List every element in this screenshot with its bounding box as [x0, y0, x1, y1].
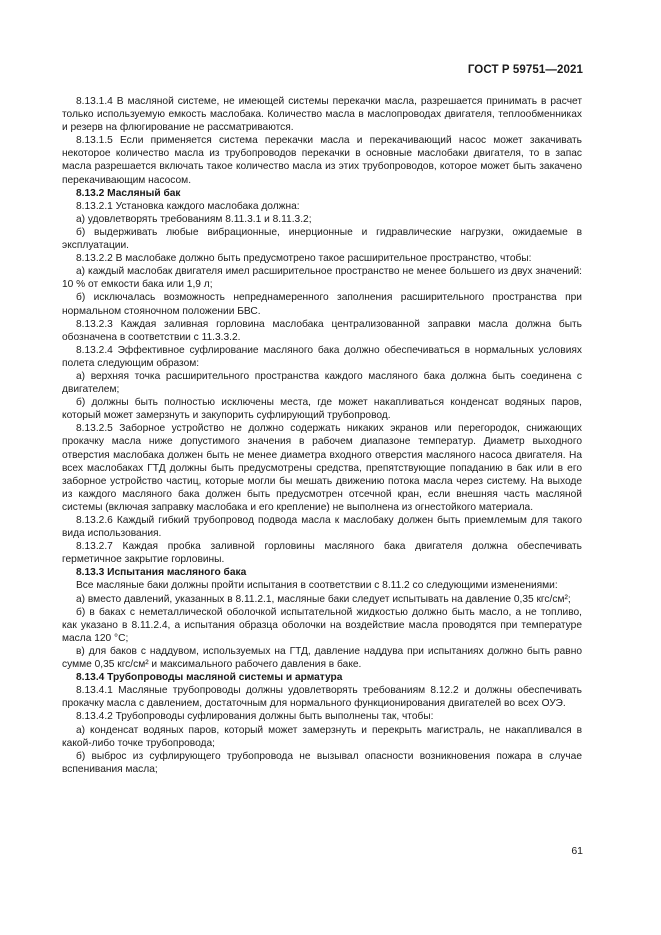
- paragraph: 8.13.2.5 Заборное устройство не должно содержать никаких экранов или перегородок, снижающих прокачку масла ниже допустимого значения в рабочем диапазоне температур. Диаметр выходного отверстия маслобака должен быть не менее диаметра входного отверстия масляного насоса двигателя. На всех маслобаках ГТД должны быть предусмотрены средства, препятствующие попаданию в бак или в его заборное устройство частиц, которые могли бы мешать движению потока масла через систему. На выходе из каждого масляного бака должен быть предусмотрен отсечной кран, если внешняя часть масляной системы (включая заправку маслобака и его крепление) не выполнена из огнестойкого материала.: [62, 423, 582, 513]
- list-item: а) конденсат водяных паров, который может замерзнуть и перекрыть магистраль, не накапливался в какой-либо точке трубопровода;: [62, 724, 582, 749]
- paragraph: 8.13.2.4 Эффективное суфлирование масляного бака должно обеспечиваться в нормальных условиях полета следующим образом:: [62, 344, 582, 369]
- list-item: а) верхняя точка расширительного пространства каждого масляного бака должна быть соединена с двигателем;: [62, 370, 582, 396]
- paragraph: 8.13.4.1 Масляные трубопроводы должны удовлетворять требованиям 8.12.2 и должны обеспечивать прокачку масла с давлением, достаточным для нормального функционирования двигателей во всех ОУЭ.: [62, 685, 582, 710]
- paragraph: 8.13.1.4 В масляной системе, не имеющей системы перекачки масла, разрешается принимать в расчет только используемую емкость маслобака. Количество масла в маслопроводах двигателя, теплообменниках и резерв на флюгирование не рассматриваются.: [62, 96, 582, 134]
- paragraph: Все масляные баки должны пройти испытания в соответствии с 8.11.2 со следующими изменениями:: [76, 580, 558, 592]
- paragraph: 8.13.2.7 Каждая пробка заливной горловины масляного бака двигателя должна обеспечивать герметичное закрытие горловины.: [62, 541, 582, 566]
- section-heading: 8.13.4 Трубопроводы масляной системы и арматура: [76, 672, 343, 684]
- list-item: а) удовлетворять требованиям 8.11.3.1 и 8.11.3.2;: [76, 213, 312, 225]
- list-item: а) вместо давлений, указанных в 8.11.2.1, масляные баки следует испытывать на давление 0,35 кгс/см²;: [76, 593, 571, 605]
- paragraph: 8.13.2.1 Установка каждого маслобака должна:: [76, 200, 300, 212]
- list-item: в) для баков с наддувом, используемых на ГТД, давление наддува при испытаниях должно быть равно сумме 0,35 кгс/см² и максимального рабочего давления в баке.: [62, 645, 582, 671]
- list-item: б) исключалась возможность непреднамеренного заполнения расширительного пространства при нормальном стояночном положении БВС.: [62, 292, 582, 317]
- section-heading: 8.13.2 Масляный бак: [76, 187, 181, 199]
- list-item: б) выдерживать любые вибрационные, инерционные и гидравлические нагрузки, ожидаемые в эксплуатации.: [62, 226, 582, 252]
- list-item: а) каждый маслобак двигателя имел расширительное пространство не менее большего из двух значений: 10 % от емкости бака или 1,9 л;: [62, 266, 582, 291]
- document-standard-number: ГОСТ Р 59751—2021: [467, 64, 583, 76]
- page-number: 61: [571, 845, 583, 857]
- list-item: б) должны быть полностью исключены места, где может накапливаться конденсат водяных паров, который может замерзнуть и закупорить суфлирующий трубопровод.: [62, 397, 582, 422]
- section-heading: 8.13.3 Испытания масляного бака: [76, 567, 247, 579]
- paragraph: 8.13.1.5 Если применяется система перекачки масла и перекачивающий насос может закачивать некоторое количество масла из трубопроводов перекачки в основные маслобаки двигателя, то в запас масла разрешается включать такое количество масла из этих трубопроводов, которое может быть закачено перекачивающим насосом.: [62, 135, 582, 186]
- paragraph: 8.13.4.2 Трубопроводы суфлирования должны быть выполнены так, чтобы:: [76, 711, 434, 723]
- list-item: б) выброс из суфлирующего трубопровода не вызывал опасности возникновения пожара в случае вспенивания масла;: [62, 750, 582, 775]
- document-body: [62, 95, 582, 776]
- paragraph: 8.13.2.2 В маслобаке должно быть предусмотрено такое расширительное пространство, чтобы:: [76, 253, 532, 265]
- list-item: б) в баках с неметаллической оболочкой испытательной жидкостью должно быть масло, а не топливо, как указано в 8.11.2.4, а испытания образца оболочки на воздействие масла проводятся при температуре масла 120 °C;: [62, 606, 582, 644]
- paragraph: 8.13.2.6 Каждый гибкий трубопровод подвода масла к маслобаку должен быть приемлемым для такого вида использования.: [62, 515, 582, 540]
- paragraph: 8.13.2.3 Каждая заливная горловина маслобака централизованной заправки масла должна быть обозначена в соответствии с 11.3.3.2.: [62, 318, 582, 343]
